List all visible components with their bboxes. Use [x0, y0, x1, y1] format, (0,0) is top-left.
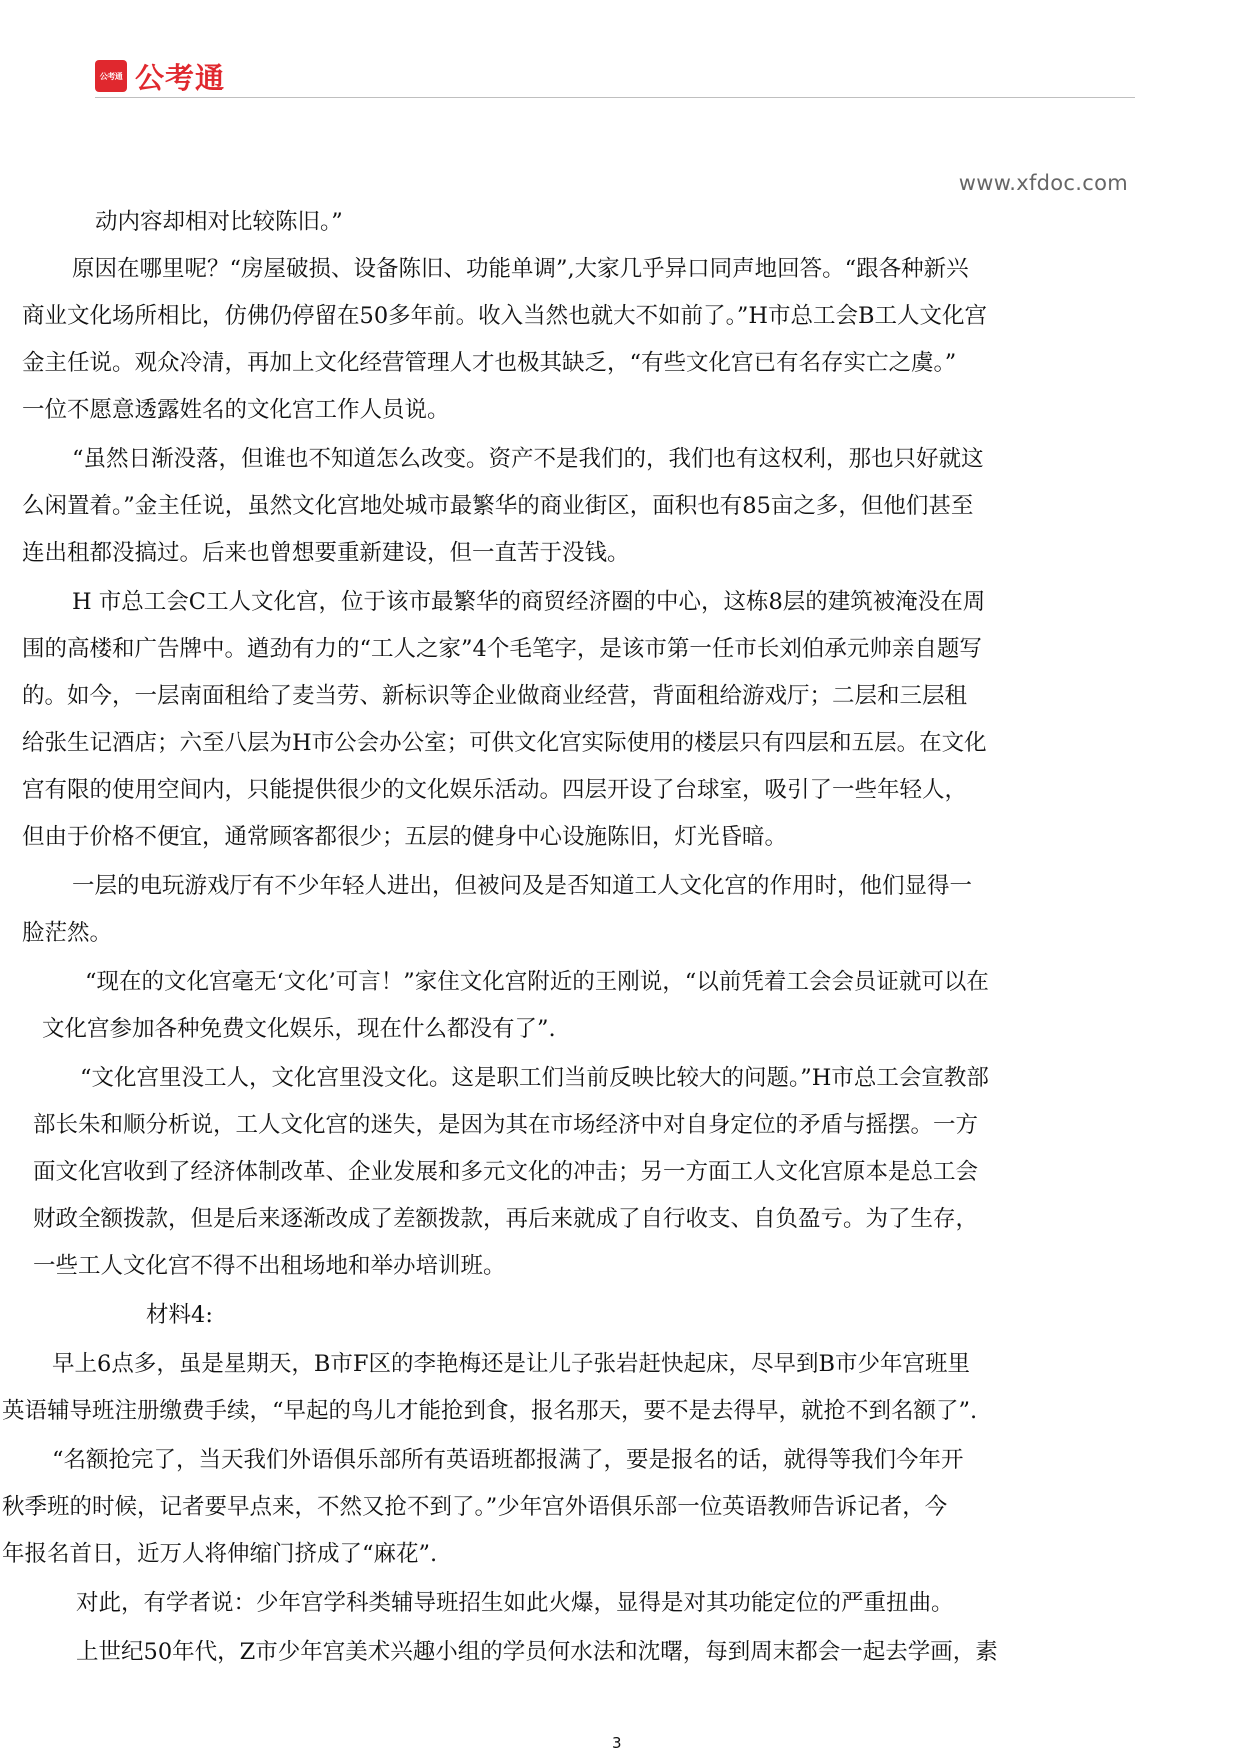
text-line: 原因在哪里呢？“房屋破损、设备陈旧、功能单调”,大家几乎异口同声地回答。“跟各种新兴 [72, 256, 969, 282]
text-line: 部长朱和顺分析说，工人文化宫的迷失，是因为其在市场经济中对自身定位的矛盾与摇摆。一方 [33, 1112, 979, 1138]
text-line: 年报名首日，近万人将伸缩门挤成了“麻花”. [2, 1541, 438, 1567]
watermark-url: www.xfdoc.com [958, 171, 1128, 195]
text-line: 秋季班的时候，记者要早点来，不然又抢不到了。”少年宫外语俱乐部一位英语教师告诉记者，今 [2, 1494, 948, 1520]
section-heading: 材料4: [146, 1302, 213, 1328]
text-line: “名额抢完了，当天我们外语俱乐部所有英语班都报满了，要是报名的话，就得等我们今年开 [52, 1447, 964, 1473]
text-line: 英语辅导班注册缴费手续，“早起的鸟儿才能抢到食，报名那天，要不是去得早，就抢不到名额了”. [2, 1398, 978, 1424]
text-line: “虽然日渐没落，但谁也不知道怎么改变。资产不是我们的，我们也有这权利，那也只好就这 [72, 446, 984, 472]
text-line: 一层的电玩游戏厅有不少年轻人进出，但被问及是否知道工人文化宫的作用时，他们显得一 [72, 873, 973, 899]
text-line: 的。如今，一层南面租给了麦当劳、新标识等企业做商业经营，背面租给游戏厅；二层和三层租 [22, 683, 968, 709]
text-line: 给张生记酒店；六至八层为H市公会办公室；可供文化宫实际使用的楼层只有四层和五层。在文化 [22, 730, 987, 756]
text-line: “文化宫里没工人，文化宫里没文化。这是职工们当前反映比较大的问题。”H市总工会宣教部 [80, 1065, 989, 1091]
text-line: H 市总工会C工人文化宫，位于该市最繁华的商贸经济圈的中心，这栋8层的建筑被淹没在周 [72, 589, 986, 615]
text-line: 一些工人文化宫不得不出租场地和举办培训班。 [33, 1253, 506, 1279]
text-line: 财政全额拨款，但是后来逐渐改成了差额拨款，再后来就成了自行收支、自负盈亏。为了生存， [33, 1206, 979, 1232]
header-logo [95, 56, 225, 96]
text-line: 么闲置着。”金主任说，虽然文化宫地处城市最繁华的商业街区，面积也有85亩之多，但他们甚至 [22, 493, 974, 519]
text-line: 宫有限的使用空间内，只能提供很少的文化娱乐活动。四层开设了台球室，吸引了一些年轻人， [22, 777, 968, 803]
logo-text: 公考通 [135, 60, 226, 95]
text-line: 脸茫然。 [22, 920, 113, 946]
logo-mark-icon: 公考通 [95, 60, 127, 92]
text-line: 但由于价格不便宜，通常顾客都很少；五层的健身中心设施陈旧，灯光昏暗。 [22, 824, 788, 850]
text-line: “现在的文化宫毫无‘文化’可言！”家住文化宫附近的王刚说，“以前凭着工会会员证就可以在 [85, 969, 989, 995]
text-line: 围的高楼和广告牌中。遒劲有力的“工人之家”4个毛笔字，是该市第一任市长刘伯承元帅亲自题写 [22, 636, 982, 662]
text-line: 上世纪50年代，Z市少年宫美术兴趣小组的学员何水法和沈曙，每到周末都会一起去学画，素 [76, 1639, 998, 1665]
text-line: 商业文化场所相比，仿佛仍停留在50多年前。收入当然也就大不如前了。”H市总工会B工人文化宫 [22, 303, 988, 329]
text-line: 文化宫参加各种免费文化娱乐，现在什么都没有了”. [42, 1016, 556, 1042]
text-line: 对此，有学者说：少年宫学科类辅导班招生如此火爆，显得是对其功能定位的严重扭曲。 [76, 1590, 954, 1616]
text-line: 一位不愿意透露姓名的文化宫工作人员说。 [22, 397, 450, 423]
text-line: 早上6点多，虽是星期天，B市F区的李艳梅还是让儿子张岩赶快起床，尽早到B市少年宫班里 [52, 1351, 970, 1377]
text-line: 金主任说。观众冷清，再加上文化经营管理人才也极其缺乏，“有些文化宫已有名存实亡之虞。” [22, 350, 957, 376]
text-line: 连出租都没搞过。后来也曾想要重新建设，但一直苦于没钱。 [22, 540, 630, 566]
header-divider [95, 97, 1135, 98]
page-number: 3 [612, 1734, 622, 1752]
text-line: 面文化宫收到了经济体制改革、企业发展和多元文化的冲击；另一方面工人文化宫原本是总工会 [33, 1159, 979, 1185]
text-line: 动内容却相对比较陈旧。” [95, 209, 343, 235]
